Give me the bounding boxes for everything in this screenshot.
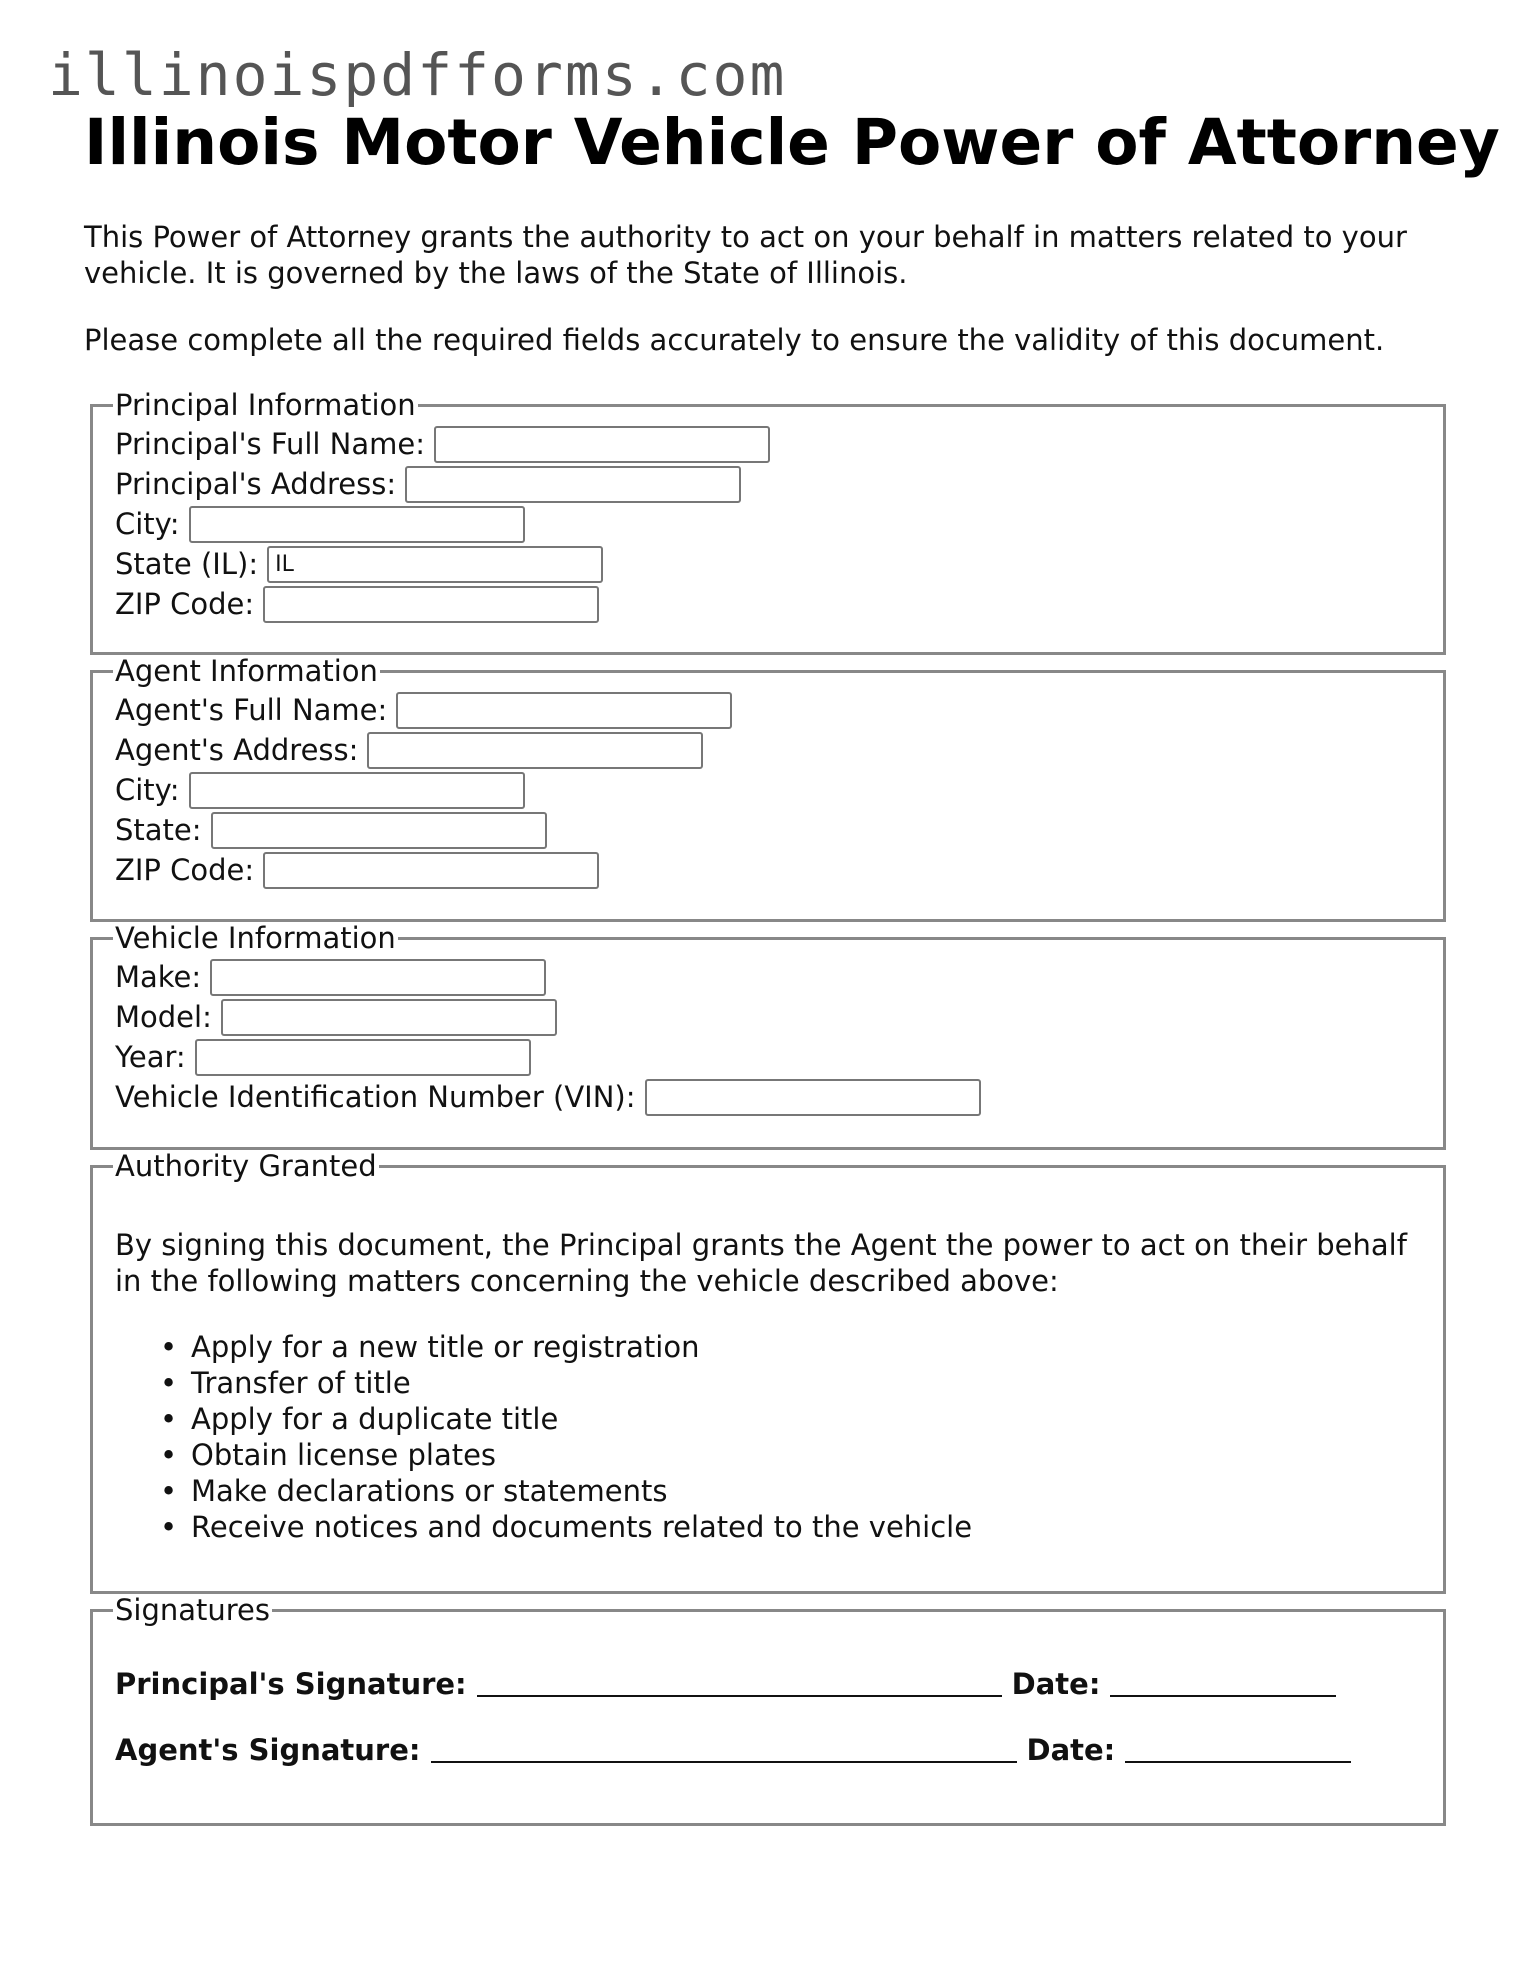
agent-city-row xyxy=(115,770,1421,810)
vehicle-vin-input[interactable] xyxy=(645,1079,981,1116)
authority-granted-legend: Authority Granted xyxy=(115,1149,377,1183)
authority-list xyxy=(160,1329,1421,1545)
instructions-paragraph: Please complete all the required fields accurately to ensure the validity of this document. xyxy=(84,323,1385,357)
principal-state-label: State (IL): xyxy=(115,547,259,581)
vehicle-model-label: Model: xyxy=(115,1000,212,1034)
principal-signature-line[interactable] xyxy=(477,1669,1002,1697)
list-item xyxy=(160,1437,1421,1473)
list-item xyxy=(160,1509,1421,1545)
list-item xyxy=(160,1365,1421,1401)
authority-item-text: Make declarations or statements xyxy=(191,1474,668,1508)
vehicle-vin-label: Vehicle Identification Number (VIN): xyxy=(115,1080,636,1114)
bullet-icon: • xyxy=(160,1330,178,1364)
vehicle-make-input[interactable] xyxy=(210,959,546,996)
principal-name-label: Principal's Full Name: xyxy=(115,427,426,461)
agent-name-row xyxy=(115,690,1421,730)
principal-date-label: Date: xyxy=(1011,1667,1101,1701)
authority-description: By signing this document, the Principal grants the Agent the power to act on their behalf in the following matters concerning the vehicle described above: xyxy=(115,1228,1407,1298)
bullet-icon: • xyxy=(160,1402,178,1436)
principal-city-label: City: xyxy=(115,507,180,541)
watermark: illinoispdfforms.com xyxy=(48,41,787,109)
principal-name-row xyxy=(115,424,1421,464)
principal-address-row xyxy=(115,464,1421,504)
agent-signature-line[interactable] xyxy=(431,1735,1017,1763)
principal-zip-input[interactable] xyxy=(263,586,599,623)
principal-information-legend: Principal Information xyxy=(115,388,416,422)
vehicle-information-legend: Vehicle Information xyxy=(115,921,396,955)
agent-signature-label: Agent's Signature: xyxy=(115,1733,421,1767)
vehicle-make-row xyxy=(115,957,1421,997)
bullet-icon: • xyxy=(160,1438,178,1472)
agent-city-label: City: xyxy=(115,773,180,807)
signatures-section xyxy=(90,1593,1446,1826)
agent-date-label: Date: xyxy=(1026,1733,1116,1767)
principal-state-input[interactable] xyxy=(267,546,603,583)
agent-name-label: Agent's Full Name: xyxy=(115,693,388,727)
vehicle-vin-row xyxy=(115,1077,1421,1117)
agent-date-line[interactable] xyxy=(1125,1735,1351,1763)
agent-state-label: State: xyxy=(115,813,202,847)
agent-zip-input[interactable] xyxy=(263,852,599,889)
principal-zip-label: ZIP Code: xyxy=(115,587,255,621)
vehicle-model-row xyxy=(115,997,1421,1037)
list-item xyxy=(160,1329,1421,1365)
principal-address-label: Principal's Address: xyxy=(115,467,397,501)
page-title: Illinois Motor Vehicle Power of Attorney xyxy=(84,106,1500,179)
vehicle-year-label: Year: xyxy=(115,1040,186,1074)
bullet-icon: • xyxy=(160,1366,178,1400)
principal-city-row xyxy=(115,504,1421,544)
agent-signature-row xyxy=(115,1731,1421,1767)
principal-signature-label: Principal's Signature: xyxy=(115,1667,467,1701)
bullet-icon: • xyxy=(160,1510,178,1544)
agent-address-input[interactable] xyxy=(367,732,703,769)
vehicle-year-row xyxy=(115,1037,1421,1077)
list-item xyxy=(160,1401,1421,1437)
authority-granted-section xyxy=(90,1149,1446,1594)
authority-item-text: Apply for a new title or registration xyxy=(191,1330,700,1364)
agent-zip-row xyxy=(115,850,1421,890)
vehicle-model-input[interactable] xyxy=(221,999,557,1036)
authority-item-text: Apply for a duplicate title xyxy=(191,1402,559,1436)
list-item xyxy=(160,1473,1421,1509)
principal-date-line[interactable] xyxy=(1110,1669,1336,1697)
agent-name-input[interactable] xyxy=(396,692,732,729)
agent-address-row xyxy=(115,730,1421,770)
vehicle-year-input[interactable] xyxy=(195,1039,531,1076)
principal-signature-row xyxy=(115,1665,1421,1701)
agent-city-input[interactable] xyxy=(189,772,525,809)
principal-information-section xyxy=(90,388,1446,655)
principal-address-input[interactable] xyxy=(405,466,741,503)
principal-city-input[interactable] xyxy=(189,506,525,543)
authority-item-text: Transfer of title xyxy=(191,1366,411,1400)
principal-name-input[interactable] xyxy=(434,426,770,463)
authority-item-text: Obtain license plates xyxy=(191,1438,497,1472)
agent-state-input[interactable] xyxy=(211,812,547,849)
principal-zip-row xyxy=(115,584,1421,624)
vehicle-information-section xyxy=(90,921,1446,1150)
signatures-legend: Signatures xyxy=(115,1593,271,1627)
agent-zip-label: ZIP Code: xyxy=(115,853,255,887)
agent-information-legend: Agent Information xyxy=(115,654,378,688)
agent-state-row xyxy=(115,810,1421,850)
vehicle-make-label: Make: xyxy=(115,960,202,994)
authority-item-text: Receive notices and documents related to the vehicle xyxy=(191,1510,973,1544)
agent-information-section xyxy=(90,654,1446,922)
intro-paragraph: This Power of Attorney grants the authority to act on your behalf in matters related to your vehicle. It is governed by the laws of the State of Illinois. xyxy=(84,220,1407,290)
agent-address-label: Agent's Address: xyxy=(115,733,359,767)
bullet-icon: • xyxy=(160,1474,178,1508)
principal-state-row xyxy=(115,544,1421,584)
